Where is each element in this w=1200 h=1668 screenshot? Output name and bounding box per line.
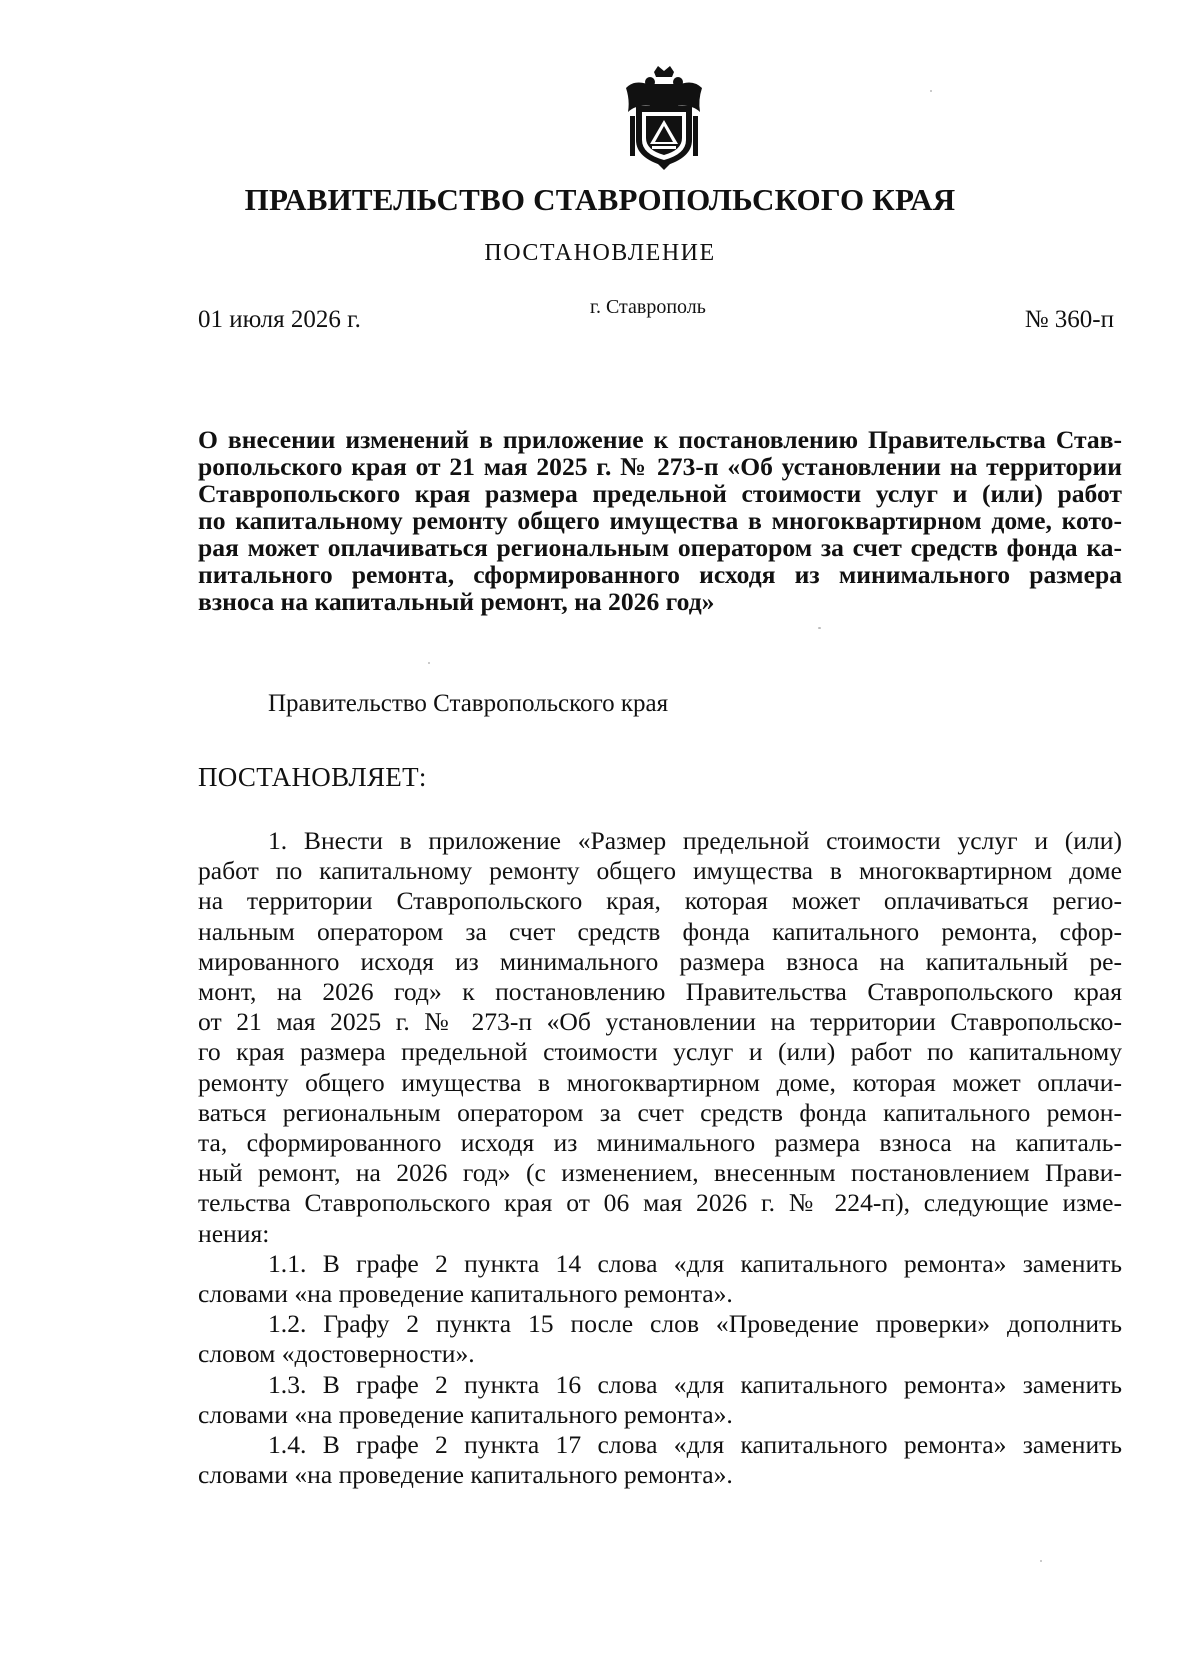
body-line: тельства Ставропольского края от 06 мая 2026 г. № 224-п), следующие изме- (198, 1188, 1122, 1218)
body-line: та, сформированного исходя из минимального размера взноса на капиталь- (198, 1128, 1122, 1158)
subject-line: рая может оплачиваться региональным оператором за счет средств фонда ка- (198, 533, 1122, 562)
document-subject (198, 426, 1122, 615)
scan-speck (1040, 1560, 1042, 1562)
stavropol-coat-of-arms-icon (622, 66, 706, 170)
body-line: ный ремонт, на 2026 год» (с изменением, внесенным постановлением Прави- (198, 1158, 1122, 1188)
body-line: словом «достоверности». (198, 1339, 475, 1369)
scan-speck (818, 627, 821, 629)
body-line: мированного исходя из минимального размера взноса на капитальный ре- (198, 946, 1122, 976)
body-line: словами «на проведение капитального ремонта». (198, 1279, 733, 1309)
subject-line: Ставропольского края размера предельной стоимости услуг и (или) работ (198, 479, 1122, 508)
subject-line: по капитальному ремонту общего имущества в многоквартирном доме, кото- (198, 506, 1122, 535)
subject-line: ропольского края от 21 мая 2025 г. № 273-п «Об установлении на территории (198, 452, 1122, 481)
body-line: работ по капитальному ремонту общего имущества в многоквартирном доме (198, 856, 1122, 886)
organization-title: ПРАВИТЕЛЬСТВО СТАВРОПОЛЬСКОГО КРАЯ (244, 182, 956, 217)
subject-line: О внесении изменений в приложение к постановлению Правительства Став- (198, 425, 1122, 454)
body-line: 1.3. В графе 2 пункта 16 слова «для капитального ремонта» заменить (268, 1369, 1122, 1399)
document-body (198, 826, 1122, 1490)
body-line: 1. Внести в приложение «Размер предельной стоимости услуг и (или) (268, 826, 1122, 855)
document-number: № 360-п (1024, 306, 1114, 333)
scan-speck (428, 662, 430, 664)
body-line: 1.2. Графу 2 пункта 15 после слов «Проведение проверки» дополнить (268, 1309, 1122, 1339)
document-city: г. Ставрополь (590, 296, 706, 318)
subject-line: питального ремонта, сформированного исходя из минимального размера (198, 560, 1122, 589)
body-line: от 21 мая 2025 г. № 273-п «Об установлении на территории Ставропольско- (198, 1007, 1122, 1037)
body-line: ваться региональным оператором за счет средств фонда капитального ремон- (198, 1097, 1122, 1127)
document-date: 01 июля 2026 г. (198, 306, 361, 333)
document-type: ПОСТАНОВЛЕНИЕ (484, 240, 716, 266)
subject-line: взноса на капитальный ремонт, на 2026 год» (198, 587, 715, 616)
body-line: 1.1. В графе 2 пункта 14 слова «для капитального ремонта» заменить (268, 1248, 1122, 1278)
body-line: нальным оператором за счет средств фонда капитального ремонта, сфор- (198, 916, 1122, 946)
body-line: словами «на проведение капитального ремонта». (198, 1460, 733, 1490)
body-line: ремонту общего имущества в многоквартирном доме, которая может оплачи- (198, 1067, 1122, 1097)
resolves-heading: ПОСТАНОВЛЯЕТ: (198, 762, 427, 792)
body-line: нения: (198, 1218, 270, 1248)
scan-speck (930, 90, 932, 92)
body-line: на территории Ставропольского края, которая может оплачиваться регио- (198, 886, 1122, 916)
body-line: 1.4. В графе 2 пункта 17 слова «для капитального ремонта» заменить (268, 1430, 1122, 1460)
body-line: словами «на проведение капитального ремонта». (198, 1399, 733, 1429)
body-line: монт, на 2026 год» к постановлению Правительства Ставропольского края (198, 977, 1122, 1007)
body-line: го края размера предельной стоимости услуг и (или) работ по капитальному (198, 1037, 1122, 1067)
preamble: Правительство Ставропольского края (268, 690, 669, 717)
